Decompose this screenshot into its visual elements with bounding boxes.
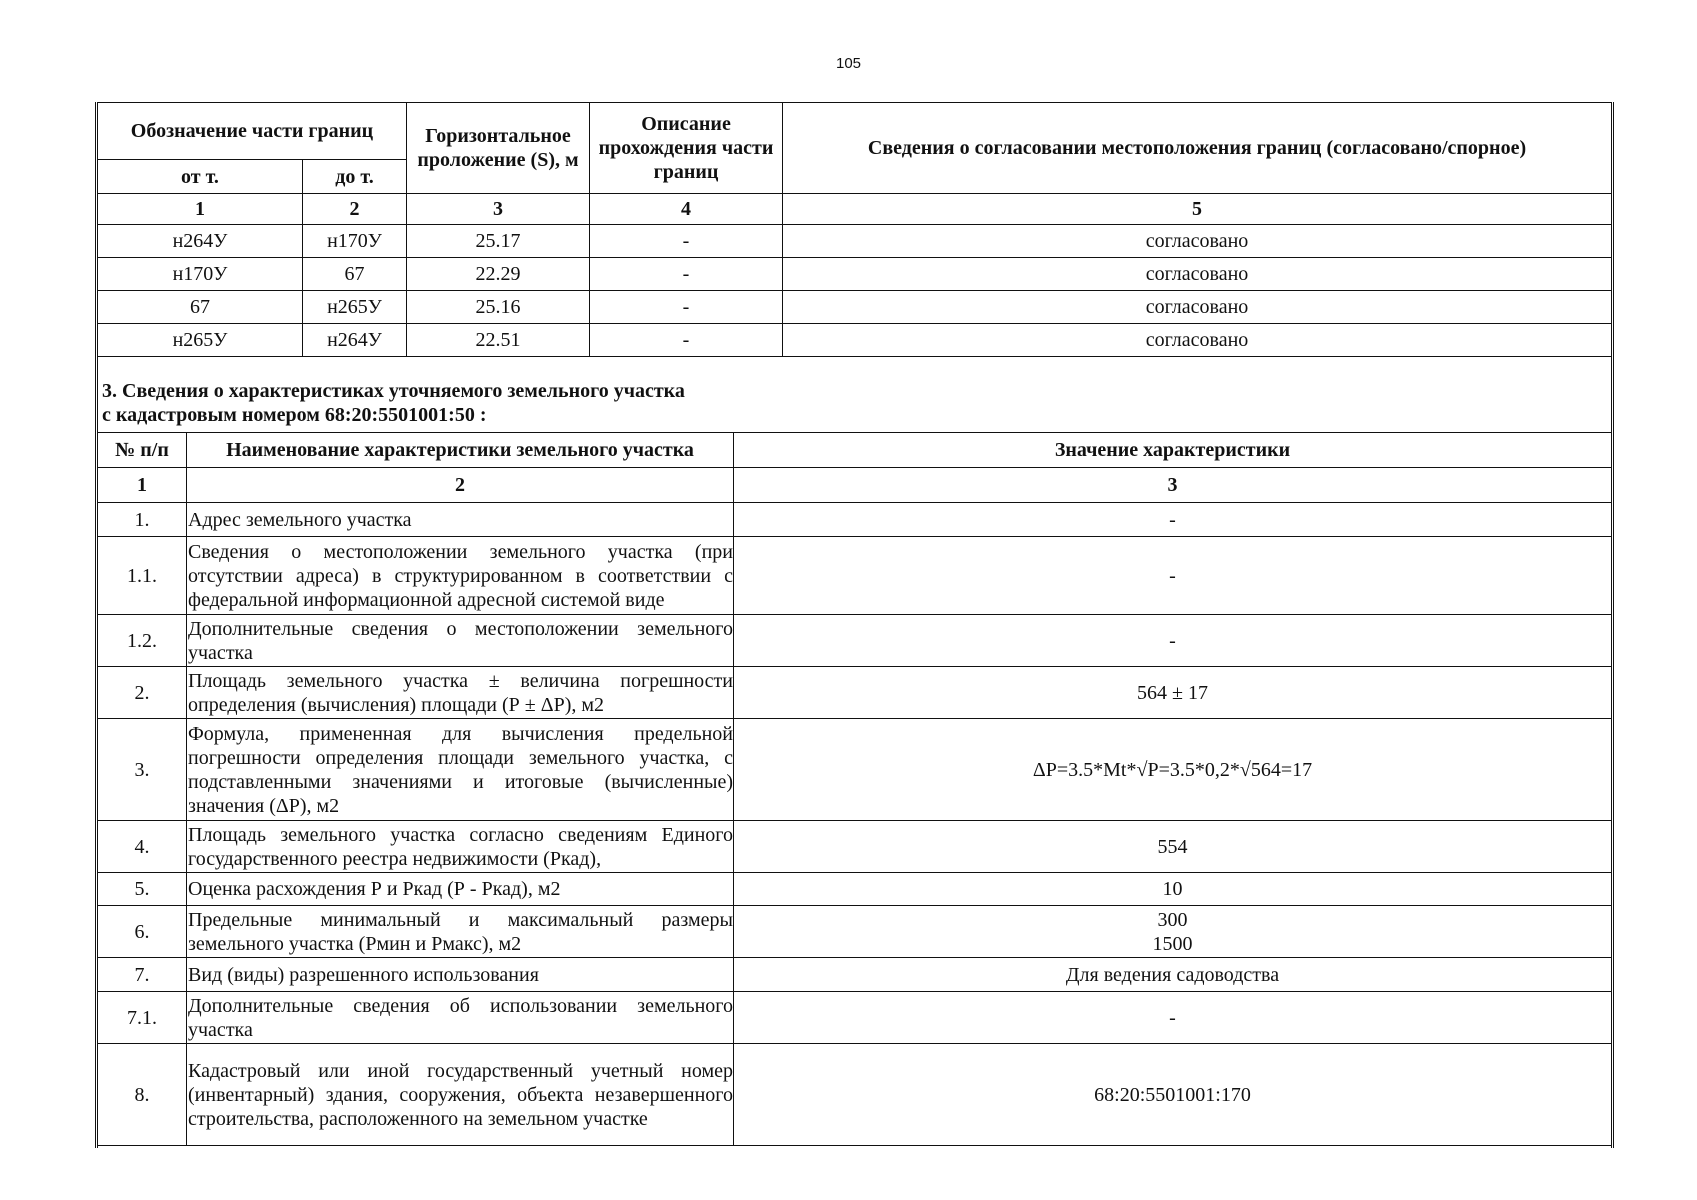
item-number: 7.1. [98,992,187,1044]
horizontal-distance: 25.16 [407,291,590,324]
table-row [98,667,1612,719]
item-number: 8. [98,1044,187,1146]
characteristic-name: Кадастровый или иной государственный учетный номер (инвентарный) здания, сооружения, объекта незавершенного строительства, расположенного на земельном участке [187,1044,734,1146]
characteristic-value: ΔР=3.5*Mt*√Р=3.5*0,2*√564=17 [734,719,1612,821]
characteristic-value: - [734,615,1612,667]
to-point: н265У [303,291,407,324]
item-number: 6. [98,906,187,958]
characteristic-value: 68:20:5501001:170 [734,1044,1612,1146]
to-point: 67 [303,258,407,291]
table-row [98,225,1612,258]
agreement-status: согласовано [783,225,1612,258]
column-number: 2 [303,194,407,225]
header-boundary-part: Обозначение части границ [98,103,407,160]
from-point: н265У [98,324,303,357]
section-title-line: с кадастровым номером 68:20:5501001:50 : [102,404,487,426]
description: - [590,225,783,258]
header-description: Описание прохождения части границ [590,103,783,194]
table-row [98,992,1612,1044]
column-number: 1 [98,194,303,225]
table-row [98,906,1612,958]
column-number: 3 [734,468,1612,503]
column-number: 4 [590,194,783,225]
characteristic-name: Площадь земельного участка согласно сведениям Единого государственного реестра недвижимости (Ркад), [187,821,734,873]
item-number: 4. [98,821,187,873]
item-number: 5. [98,873,187,906]
header-item-number: № п/п [98,433,187,468]
characteristic-value: 564 ± 17 [734,667,1612,719]
characteristic-name: Дополнительные сведения о местоположении земельного участка [187,615,734,667]
section-title-line: 3. Сведения о характеристиках уточняемого земельного участка [102,380,685,402]
header-from-point: от т. [98,160,303,194]
header-characteristic-value: Значение характеристики [734,433,1612,468]
horizontal-distance: 22.51 [407,324,590,357]
characteristic-name: Предельные минимальный и максимальный размеры земельного участка (Рмин и Рмакс), м2 [187,906,734,958]
column-number: 3 [407,194,590,225]
to-point: н170У [303,225,407,258]
from-point: 67 [98,291,303,324]
column-number: 2 [187,468,734,503]
table-row [98,258,1612,291]
header-to-point: до т. [303,160,407,194]
characteristic-name: Сведения о местоположении земельного участка (при отсутствии адреса) в структурированном в соответствии с федеральной информационной адресной системой виде [187,537,734,615]
characteristic-name: Дополнительные сведения об использовании земельного участка [187,992,734,1044]
header-agreement: Сведения о согласовании местоположения границ (согласовано/спорное) [783,103,1612,194]
agreement-status: согласовано [783,324,1612,357]
characteristic-value: - [734,992,1612,1044]
item-number: 1.2. [98,615,187,667]
table-row [98,719,1612,821]
section-3-heading [97,364,1612,432]
characteristic-name: Площадь земельного участка ± величина погрешности определения (вычисления) площади (Р ± ΔР), м2 [187,667,734,719]
item-number: 3. [98,719,187,821]
item-number: 7. [98,958,187,992]
max-size-value: 1500 [1152,932,1193,955]
table-row [98,324,1612,357]
item-number: 1. [98,503,187,537]
characteristic-value: Для ведения садоводства [734,958,1612,992]
characteristic-name: Адрес земельного участка [187,503,734,537]
from-point: н264У [98,225,303,258]
characteristic-value: 554 [734,821,1612,873]
header-characteristic-name: Наименование характеристики земельного участка [187,433,734,468]
characteristic-value: 10 [734,873,1612,906]
horizontal-distance: 25.17 [407,225,590,258]
land-characteristics-table [97,432,1612,1146]
characteristic-name: Оценка расхождения Р и Ркад (Р - Ркад), м2 [187,873,734,906]
table-row [98,615,1612,667]
page-number: 105 [835,55,862,72]
table-row [98,291,1612,324]
table-row [98,958,1612,992]
agreement-status: согласовано [783,258,1612,291]
to-point: н264У [303,324,407,357]
item-number: 2. [98,667,187,719]
characteristic-value: - [734,537,1612,615]
characteristic-name: Формула, примененная для вычисления предельной погрешности определения площади земельного участка, с подставленными значениями и итоговые (вычисленные) значения (ΔР), м2 [187,719,734,821]
min-size-value: 300 [1157,908,1188,931]
table-row [98,503,1612,537]
characteristic-name: Вид (виды) разрешенного использования [187,958,734,992]
description: - [590,291,783,324]
from-point: н170У [98,258,303,291]
header-horizontal-distance: Горизонтальное проложение (S), м [407,103,590,194]
column-number: 5 [783,194,1612,225]
description: - [590,324,783,357]
table-row [98,873,1612,906]
table-row [98,821,1612,873]
agreement-status: согласовано [783,291,1612,324]
characteristic-value-cell [734,906,1612,958]
boundary-parts-table [97,102,1612,357]
table-row [98,537,1612,615]
table-row [98,1044,1612,1146]
horizontal-distance: 22.29 [407,258,590,291]
item-number: 1.1. [98,537,187,615]
characteristic-value: - [734,503,1612,537]
description: - [590,258,783,291]
column-number: 1 [98,468,187,503]
